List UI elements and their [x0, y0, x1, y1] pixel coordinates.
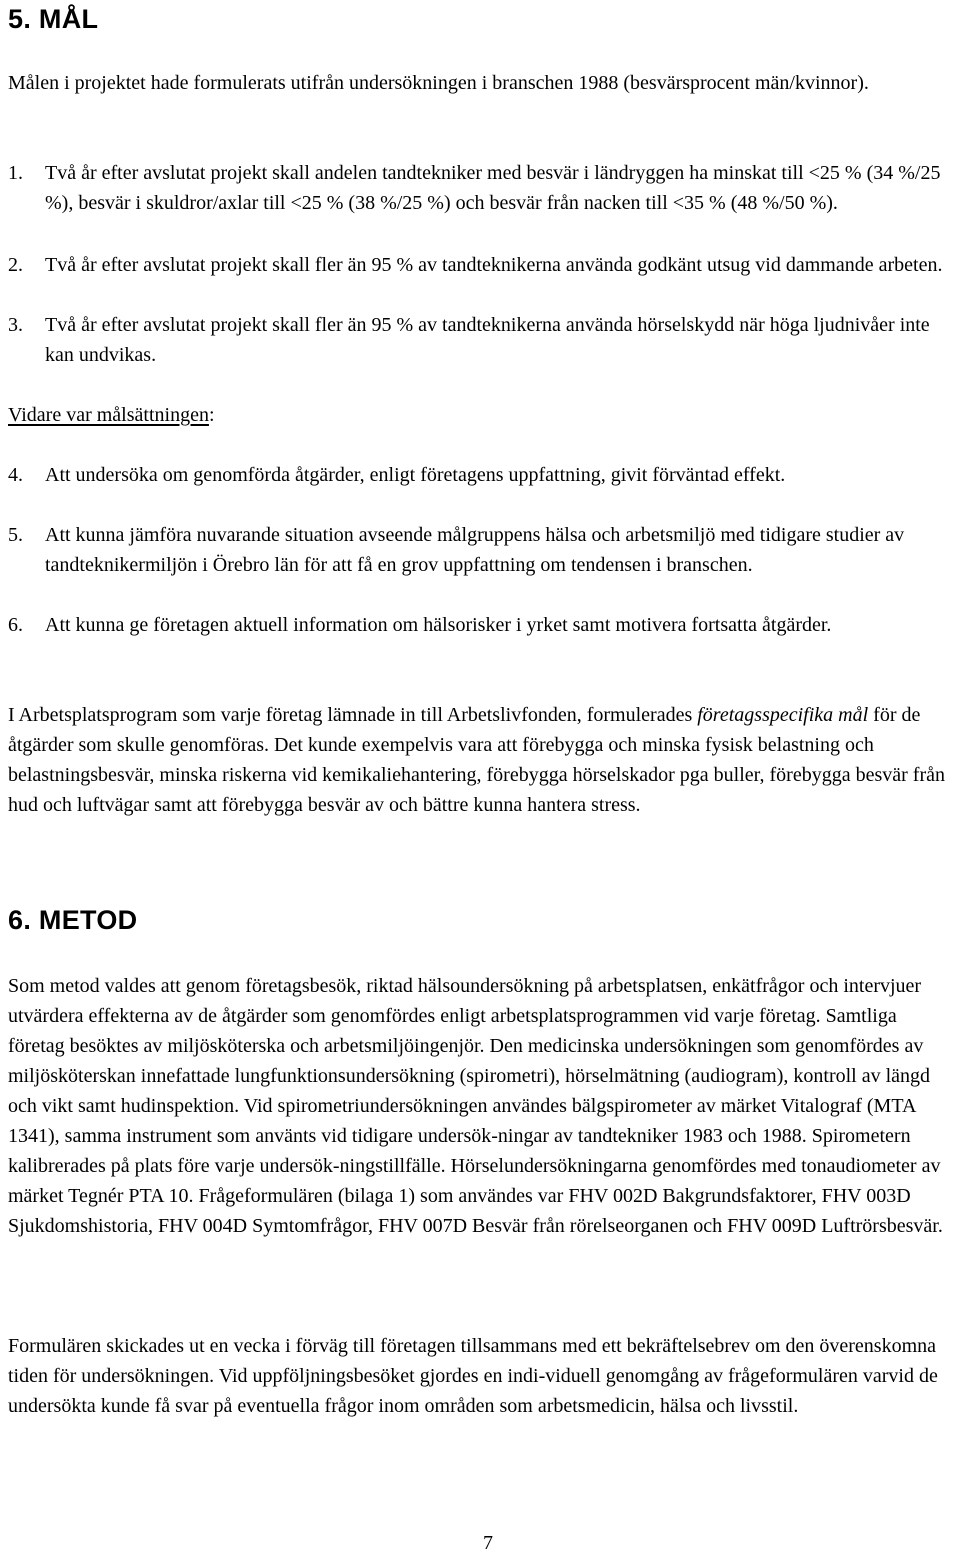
- goal-number: 4.: [8, 464, 23, 486]
- method-paragraph-2: Formulären skickades ut en vecka i förväg till företagen tillsammans med ett bekräftelsebrev om den överenskomna tiden för undersökningen. Vid uppföljningsbesöket gjordes en indi-viduell genomgång av frågeformulären varvid de undersökta kunde få svar på eventuella frågor inom områden som arbetsmedicin, hälsa och livsstil.: [8, 1335, 938, 1417]
- goal-item: [8, 250, 950, 280]
- goal-number: 2.: [8, 254, 23, 276]
- goal-item: [8, 158, 950, 218]
- section-heading-metod: 6. METOD: [8, 905, 138, 935]
- goal-number: 3.: [8, 314, 23, 336]
- intro-paragraph: Målen i projektet hade formulerats utifrån undersökningen i branschen 1988 (besvärsprocent män/kvinnor).: [8, 72, 869, 94]
- goal-text: Två år efter avslutat projekt skall andelen tandtekniker med besvär i ländryggen ha minskat till <25 % (34 %/25 %), besvär i skuldror/axlar till <25 % (38 %/25 %) och besvär från nacken till <35 % (48 %/50 %).: [45, 162, 941, 214]
- goal-text: Två år efter avslutat projekt skall fler än 95 % av tandteknikerna använda hörselskydd när höga ljudnivåer inte kan undvikas.: [45, 314, 930, 366]
- goals-subheading: [8, 400, 956, 430]
- goal-number: 5.: [8, 524, 23, 546]
- closing-paragraph: [8, 700, 948, 820]
- goal-text: Att kunna jämföra nuvarande situation avseende målgruppens hälsa och arbetsmiljö med tidigare studier av tandteknikermiljön i Örebro län för att få en grov uppfattning om tendensen i branschen.: [45, 524, 905, 576]
- goal-text: Att kunna ge företagen aktuell information om hälsorisker i yrket samt motivera fortsatta åtgärder.: [45, 614, 832, 636]
- goal-text: Två år efter avslutat projekt skall fler än 95 % av tandteknikerna använda godkänt utsug vid dammande arbeten.: [45, 254, 943, 276]
- subheading-text: Vidare var målsättningen: [8, 404, 209, 426]
- page-number: 7: [483, 1532, 493, 1554]
- goal-item: [8, 460, 950, 490]
- section-heading-mal: 5. MÅL: [8, 4, 99, 34]
- goal-item: [8, 520, 950, 580]
- closing-emphasis: företagsspecifika mål: [697, 704, 869, 726]
- goal-number: 1.: [8, 162, 23, 184]
- goal-number: 6.: [8, 614, 23, 636]
- method-paragraph-1: Som metod valdes att genom företagsbesök, riktad hälsoundersökning på arbetsplatsen, enkätfrågor och intervjuer utvärdera effekterna av de åtgärder som genomfördes enligt arbetsplatsprogrammen vid varje företag. Samtliga företag besöktes av miljösköterska och arbetsmiljöingenjör. Den medicinska undersökningen som genomfördes av miljösköterskan innefattade lungfunktionsundersökning (spirometri), hörselmätning (audiogram), kontroll av längd och vikt samt hudinspektion. Vid spirometriundersökningen användes bälgspirometer av märket Vitalograf (MTA 1341), samma instrument som använts vid tidigare undersök-ningar av tandtekniker 1983 och 1988. Spirometern kalibrerades på plats före varje undersök-ningstillfälle. Hörselundersökningarna genomfördes med tonaudiometer av märket Tegnér PTA 10. Frågeformulären (bilaga 1) som användes var FHV 002D Bakgrundsfaktorer, FHV 003D Sjukdomshistoria, FHV 004D Symtomfrågor, FHV 007D Besvär från rörelseorganen och FHV 009D Luftrörsbesvär.: [8, 975, 943, 1237]
- goal-item: [8, 610, 950, 640]
- goal-item: [8, 310, 950, 370]
- goal-text: Att undersöka om genomförda åtgärder, enligt företagens uppfattning, givit förväntad effekt.: [45, 464, 786, 486]
- closing-text-end: för de åtgärder som skulle genomföras. Det kunde exempelvis vara att förebygga och minska fysisk belastning och belastningsbesvär, minska riskerna vid kemikaliehantering, förebygga hörselskador pga buller, förebygga besvär från hud och luftvägar samt att förebygga besvär av och bättre kunna hantera stress.: [8, 704, 945, 816]
- subheading-colon: :: [208, 404, 215, 426]
- closing-text-start: I Arbetsplatsprogram som varje företag lämnade in till Arbetslivfonden, formulerades: [8, 704, 693, 726]
